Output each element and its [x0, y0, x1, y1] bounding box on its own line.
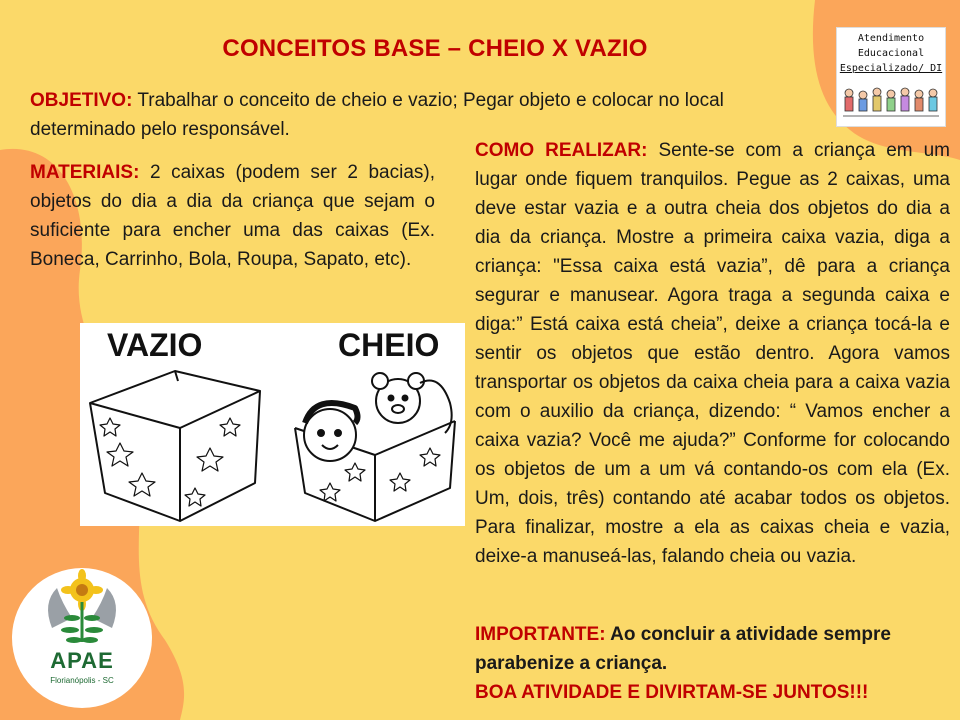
aee-badge — [837, 28, 945, 126]
vazio-label: VAZIO — [107, 327, 203, 363]
apae-name: APAE — [50, 648, 114, 673]
children-drawing-icon — [841, 84, 941, 122]
materiais-paragraph — [30, 158, 435, 274]
materiais-label: MATERIAIS: — [30, 162, 140, 183]
objetivo-text: Trabalhar o conceito de cheio e vazio; Pegar objeto e colocar no local determinado pelo responsável. — [30, 90, 724, 140]
apae-logo — [12, 568, 152, 708]
closing-message: BOA ATIVIDADE E DIVIRTAM-SE JUNTOS!!! — [475, 682, 869, 703]
cheio-label: CHEIO — [338, 327, 440, 363]
como-realizar-text: Sente-se com a criança em um lugar onde fiquem tranquilos. Pegue as 2 caixas, uma deve estar vazia e a outra cheia dos objetos do dia a dia da criança. Mostre a primeira caixa vazia, diga a criança: "Essa caixa está vazia”, dê para a criança segurar e manusear. Agora traga a segunda caixa e diga:” Está caixa está cheia”, deixe a criança tocá-la e sentir os objetos que estão dentro. Agora vamos transportar os objetos da caixa cheia para a caixa vazia com o auxilio da criança, dizendo: “ Vamos encher a caixa vazia? Você me ajuda?” Conforme for colocando os objetos de um a um vá contando-os com ela (Ex. Um, dois, três) contando até acabar todos os objetos. Para finalizar, mostre a ela as caixas cheia e vazia, deixe-a manuseá-las, falando cheia ou vazia. — [475, 140, 951, 567]
badge-text — [837, 31, 945, 76]
importante-text: Ao concluir a atividade sempre parabenize a criança. — [475, 624, 891, 674]
badge-line-3: Especializado/ DI — [839, 63, 943, 74]
sunflower-hands-icon — [12, 568, 152, 648]
page-title: CONCEITOS BASE – CHEIO X VAZIO — [222, 35, 648, 62]
boxes-drawing — [80, 323, 465, 526]
empty-box-icon — [90, 371, 260, 521]
vazio-cheio-illustration — [80, 323, 465, 526]
importante-paragraph — [475, 620, 950, 678]
como-realizar-paragraph — [475, 136, 950, 571]
como-realizar-label: COMO REALIZAR: — [475, 140, 648, 161]
apae-city: Florianópolis - SC — [50, 676, 114, 685]
materiais-text: 2 caixas (podem ser 2 bacias), objetos do dia a dia da criança que sejam o suficiente para encher uma das caixas (Ex. Boneca, Carrinho, Bola, Roupa, Sapato, etc). — [30, 162, 435, 270]
importante-label: IMPORTANTE: — [475, 624, 606, 645]
badge-line-2: Educacional — [857, 48, 925, 59]
objetivo-label: OBJETIVO: — [30, 90, 133, 111]
child-face-icon — [304, 409, 356, 461]
star-pattern-icon — [100, 418, 240, 506]
badge-line-1: Atendimento — [857, 33, 925, 44]
